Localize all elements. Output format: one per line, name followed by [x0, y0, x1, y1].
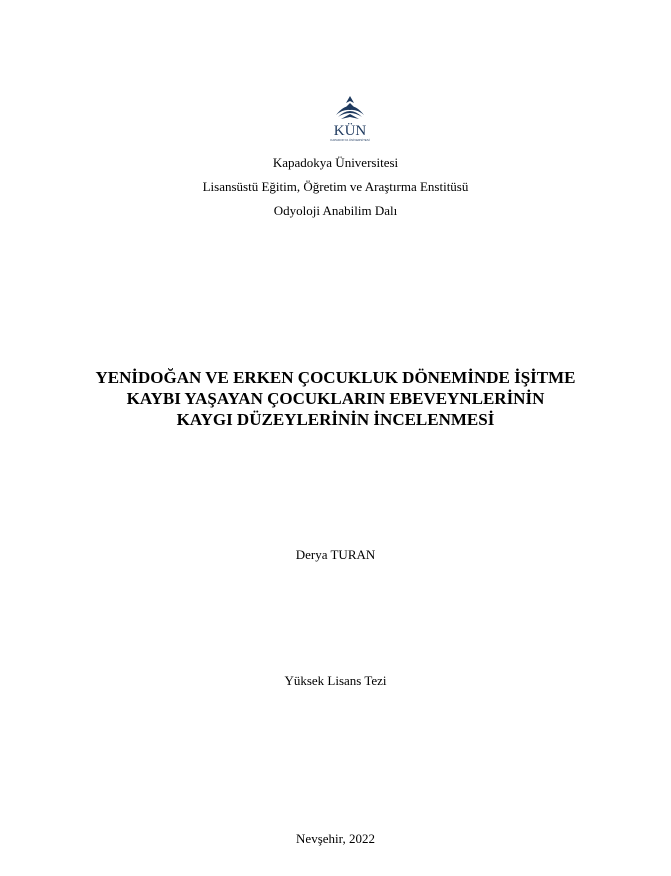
place-date: Nevşehir, 2022	[296, 831, 375, 846]
university-name: Kapadokya Üniversitesi	[272, 155, 399, 170]
thesis-title-line-2: KAYBI YAŞAYAN ÇOCUKLARIN EBEVEYNLERİNİN	[126, 389, 545, 408]
university-logo	[324, 93, 376, 145]
author-name: Derya TURAN	[295, 547, 376, 562]
thesis-type: Yüksek Lisans Tezi	[284, 673, 387, 688]
thesis-title	[0, 367, 671, 430]
thesis-title-line-3: KAYGI DÜZEYLERİNİN İNCELENMESİ	[176, 410, 495, 429]
department-name: Odyoloji Anabilim Dalı	[273, 203, 398, 218]
logo-text: KÜN	[333, 123, 367, 139]
thesis-title-line-1: YENİDOĞAN VE ERKEN ÇOCUKLUK DÖNEMİNDE İŞİTME	[95, 368, 576, 387]
institute-name: Lisansüstü Eğitim, Öğretim ve Araştırma Enstitüsü	[202, 179, 469, 194]
logo-subtext: KAPADOKYA ÜNİVERSİTESİ	[330, 138, 370, 142]
